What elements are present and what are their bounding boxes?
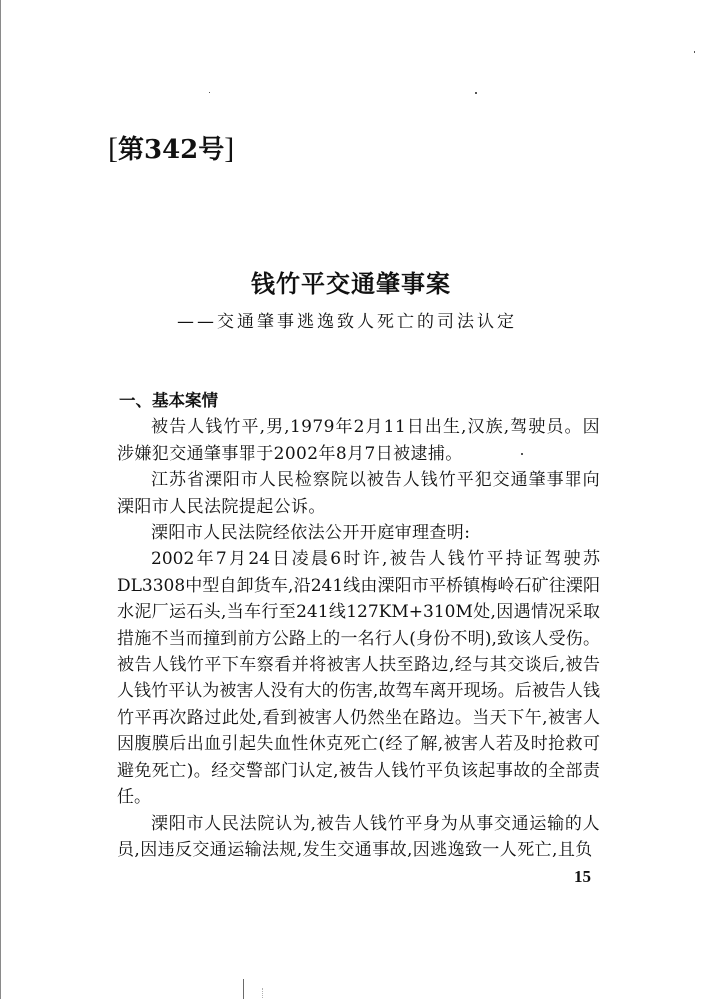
case-subtitle: ——交通肇事逃逸致人死亡的司法认定 bbox=[177, 312, 517, 332]
paragraph-defendant-info: 被告人钱竹平,男,1979年2月11日出生,汉族,驾驶员。因涉嫌犯交通肇事罪于2002年8月7日被逮捕。 bbox=[117, 417, 600, 464]
case-number-close-bracket: ] bbox=[224, 132, 235, 165]
page-number: 15 bbox=[574, 867, 591, 886]
paragraph-court-findings-intro: 溧阳市人民法院经依法公开开庭审理查明: bbox=[151, 523, 471, 544]
scan-speck bbox=[521, 453, 523, 455]
scan-speck bbox=[694, 51, 695, 53]
section-heading: 一、基本案情 bbox=[119, 391, 218, 410]
scan-speck bbox=[475, 92, 477, 94]
scan-margin-line bbox=[243, 979, 244, 999]
document-body bbox=[117, 388, 600, 863]
case-title: 钱竹平交通肇事案 bbox=[251, 269, 451, 298]
case-number-open-bracket: [ bbox=[108, 132, 118, 165]
case-number-label: 第342号 bbox=[118, 135, 225, 165]
case-title-container bbox=[0, 268, 710, 300]
case-number bbox=[108, 133, 234, 166]
page-left-edge bbox=[0, 0, 1, 999]
scan-speck bbox=[209, 92, 210, 93]
scan-margin-dots bbox=[262, 988, 264, 998]
paragraph-prosecution: 江苏省溧阳市人民检察院以被告人钱竹平犯交通肇事罪向溧阳市人民法院提起公诉。 bbox=[117, 470, 600, 517]
paragraph-facts: 2002年7月24日凌晨6时许,被告人钱竹平持证驾驶苏DL3308中型自卸货车,沿241线由溧阳市平桥镇梅岭石矿往溧阳水泥厂运石头,当车行至241线127KM+310M处,因遇情况采取措施不当而撞到前方公路上的一名行人(身份不明),致该人受伤。被告人钱竹平下车察看并将被害人扶至路边,经与其交谈后,被告人钱竹平认为被害人没有大的伤害,故驾车离开现场。后被告人钱竹平再次路过此处,看到被害人仍然坐在路边。当天下午,被害人因腹膜后出血引起失血性休克死亡(经了解,被害人若及时抢救可避免死亡)。经交警部门认定,被告人钱竹平负该起事故的全部责任。 bbox=[117, 549, 600, 808]
paragraph-court-opinion: 溧阳市人民法院认为,被告人钱竹平身为从事交通运输的人员,因违反交通运输法规,发生交通事故,因逃逸致一人死亡,且负 bbox=[117, 813, 600, 860]
